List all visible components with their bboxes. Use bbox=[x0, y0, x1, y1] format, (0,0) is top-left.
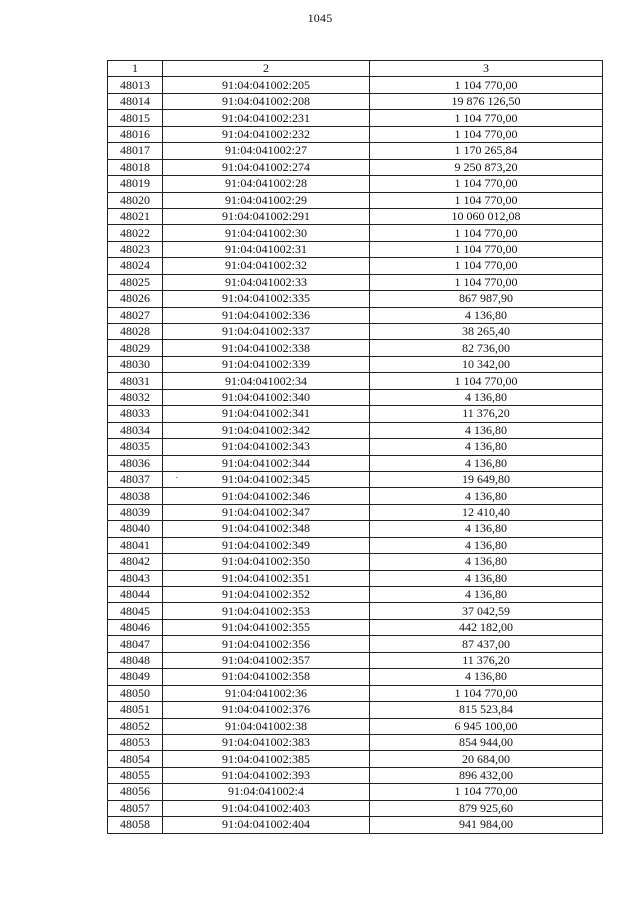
row-number-cell: 48048 bbox=[108, 652, 163, 668]
cadastral-number-cell: 91:04:041002:339 bbox=[163, 356, 370, 372]
row-number-cell: 48053 bbox=[108, 734, 163, 750]
cadastral-number-cell: 91:04:041002:352 bbox=[163, 587, 370, 603]
table-row bbox=[108, 587, 603, 603]
cadastral-number-cell: 91:04:041002:27 bbox=[163, 143, 370, 159]
table-row bbox=[108, 685, 603, 701]
cadastral-number-cell: 91:04:041002:404 bbox=[163, 817, 370, 833]
table-row bbox=[108, 652, 603, 668]
value-cell: 1 104 770,00 bbox=[370, 192, 603, 208]
cadastral-number-cell: 91:04:041002:403 bbox=[163, 800, 370, 816]
value-cell: 879 925,60 bbox=[370, 800, 603, 816]
row-number-cell: 48040 bbox=[108, 521, 163, 537]
header-row bbox=[108, 61, 603, 77]
table-row bbox=[108, 521, 603, 537]
value-cell: 87 437,00 bbox=[370, 636, 603, 652]
table-row bbox=[108, 307, 603, 323]
value-cell: 19 649,80 bbox=[370, 471, 603, 487]
value-cell: 1 104 770,00 bbox=[370, 77, 603, 93]
value-cell: 37 042,59 bbox=[370, 603, 603, 619]
row-number-cell: 48036 bbox=[108, 455, 163, 471]
value-cell: 1 104 770,00 bbox=[370, 241, 603, 257]
row-number-cell: 48033 bbox=[108, 406, 163, 422]
table-row bbox=[108, 422, 603, 438]
value-cell: 4 136,80 bbox=[370, 488, 603, 504]
row-number-cell: 48034 bbox=[108, 422, 163, 438]
row-number-cell: 48026 bbox=[108, 291, 163, 307]
cadastral-number-cell: 91:04:041002:356 bbox=[163, 636, 370, 652]
cadastral-number-cell: 91:04:041002:335 bbox=[163, 291, 370, 307]
row-number-cell: 48023 bbox=[108, 241, 163, 257]
value-cell: 1 104 770,00 bbox=[370, 373, 603, 389]
value-cell: 11 376,20 bbox=[370, 652, 603, 668]
row-number-cell: 48038 bbox=[108, 488, 163, 504]
row-number-cell: 48025 bbox=[108, 274, 163, 290]
table-row bbox=[108, 77, 603, 93]
row-number-cell: 48017 bbox=[108, 143, 163, 159]
value-cell: 19 876 126,50 bbox=[370, 93, 603, 109]
row-number-cell: 48054 bbox=[108, 751, 163, 767]
table-row bbox=[108, 767, 603, 783]
table-row bbox=[108, 159, 603, 175]
cadastral-number-cell: 91:04:041002:36 bbox=[163, 685, 370, 701]
value-cell: 82 736,00 bbox=[370, 340, 603, 356]
table-row bbox=[108, 439, 603, 455]
row-number-cell: 48015 bbox=[108, 110, 163, 126]
cadastral-number-cell: 91:04:041002:30 bbox=[163, 225, 370, 241]
row-number-cell: 48039 bbox=[108, 504, 163, 520]
cadastral-number-cell: 91:04:041002:349 bbox=[163, 537, 370, 553]
cadastral-number-cell: 91:04:041002:383 bbox=[163, 734, 370, 750]
row-number-cell: 48051 bbox=[108, 702, 163, 718]
row-number-cell: 48041 bbox=[108, 537, 163, 553]
cadastral-number-cell: 91:04:041002:350 bbox=[163, 554, 370, 570]
cadastral-number-cell: 91:04:041002:38 bbox=[163, 718, 370, 734]
table-row bbox=[108, 471, 603, 487]
value-cell: 815 523,84 bbox=[370, 702, 603, 718]
row-number-cell: 48027 bbox=[108, 307, 163, 323]
cadastral-number-cell: 91:04:041002:337 bbox=[163, 324, 370, 340]
page-number: 1045 bbox=[307, 11, 333, 25]
row-number-cell: 48042 bbox=[108, 554, 163, 570]
cadastral-number-cell: 91:04:041002:344 bbox=[163, 455, 370, 471]
cadastral-number-cell: 91:04:041002:32 bbox=[163, 258, 370, 274]
cadastral-number-cell: 91:04:041002:355 bbox=[163, 619, 370, 635]
table-row bbox=[108, 619, 603, 635]
table-row bbox=[108, 208, 603, 224]
value-cell: 941 984,00 bbox=[370, 817, 603, 833]
cadastral-number-cell: 91:04:041002:345 bbox=[163, 471, 370, 487]
table-row bbox=[108, 258, 603, 274]
value-cell: 1 104 770,00 bbox=[370, 225, 603, 241]
row-number-cell: 48052 bbox=[108, 718, 163, 734]
table-row bbox=[108, 225, 603, 241]
row-number-cell: 48035 bbox=[108, 439, 163, 455]
row-number-cell: 48013 bbox=[108, 77, 163, 93]
value-cell: 12 410,40 bbox=[370, 504, 603, 520]
cadastral-number-cell: 91:04:041002:393 bbox=[163, 767, 370, 783]
table-body bbox=[108, 77, 603, 833]
row-number-cell: 48028 bbox=[108, 324, 163, 340]
row-number-cell: 48024 bbox=[108, 258, 163, 274]
row-number-cell: 48014 bbox=[108, 93, 163, 109]
table-row bbox=[108, 324, 603, 340]
table-header bbox=[108, 61, 603, 77]
cadastral-number-cell: 91:04:041002:342 bbox=[163, 422, 370, 438]
value-cell: 1 104 770,00 bbox=[370, 784, 603, 800]
table-row bbox=[108, 669, 603, 685]
cadastral-number-cell: 91:04:041002:358 bbox=[163, 669, 370, 685]
value-cell: 4 136,80 bbox=[370, 455, 603, 471]
row-number-cell: 48046 bbox=[108, 619, 163, 635]
value-cell: 4 136,80 bbox=[370, 422, 603, 438]
table-row bbox=[108, 603, 603, 619]
row-number-cell: 48016 bbox=[108, 126, 163, 142]
table-row bbox=[108, 718, 603, 734]
row-number-cell: 48019 bbox=[108, 176, 163, 192]
table-row bbox=[108, 406, 603, 422]
value-cell: 10 060 012,08 bbox=[370, 208, 603, 224]
column-header-3: 3 bbox=[370, 61, 603, 77]
table-row bbox=[108, 751, 603, 767]
value-cell: 4 136,80 bbox=[370, 587, 603, 603]
value-cell: 4 136,80 bbox=[370, 537, 603, 553]
cadastral-number-cell: 91:04:041002:341 bbox=[163, 406, 370, 422]
row-number-cell: 48032 bbox=[108, 389, 163, 405]
value-cell: 4 136,80 bbox=[370, 439, 603, 455]
table-row bbox=[108, 192, 603, 208]
row-number-cell: 48018 bbox=[108, 159, 163, 175]
row-number-cell: 48044 bbox=[108, 587, 163, 603]
row-number-cell: 48050 bbox=[108, 685, 163, 701]
cadastral-number-cell: 91:04:041002:336 bbox=[163, 307, 370, 323]
value-cell: 10 342,00 bbox=[370, 356, 603, 372]
cadastral-number-cell: 91:04:041002:376 bbox=[163, 702, 370, 718]
cadastral-number-cell: 91:04:041002:346 bbox=[163, 488, 370, 504]
data-table bbox=[107, 60, 603, 834]
table-row bbox=[108, 389, 603, 405]
cadastral-number-cell: 91:04:041002:340 bbox=[163, 389, 370, 405]
row-number-cell: 48047 bbox=[108, 636, 163, 652]
value-cell: 896 432,00 bbox=[370, 767, 603, 783]
row-number-cell: 48045 bbox=[108, 603, 163, 619]
row-number-cell: 48043 bbox=[108, 570, 163, 586]
value-cell: 1 104 770,00 bbox=[370, 126, 603, 142]
table-row bbox=[108, 340, 603, 356]
value-cell: 38 265,40 bbox=[370, 324, 603, 340]
cadastral-number-cell: 91:04:041002:343 bbox=[163, 439, 370, 455]
table-row bbox=[108, 734, 603, 750]
row-number-cell: 48031 bbox=[108, 373, 163, 389]
table-row bbox=[108, 176, 603, 192]
table-row bbox=[108, 488, 603, 504]
table-row bbox=[108, 241, 603, 257]
cadastral-number-cell: 91:04:041002:291 bbox=[163, 208, 370, 224]
row-number-cell: 48020 bbox=[108, 192, 163, 208]
row-number-cell: 48029 bbox=[108, 340, 163, 356]
table-row bbox=[108, 784, 603, 800]
cadastral-number-cell: 91:04:041002:357 bbox=[163, 652, 370, 668]
column-header-1: 1 bbox=[108, 61, 163, 77]
table-row bbox=[108, 455, 603, 471]
value-cell: 4 136,80 bbox=[370, 521, 603, 537]
value-cell: 11 376,20 bbox=[370, 406, 603, 422]
table-row bbox=[108, 554, 603, 570]
value-cell: 1 170 265,84 bbox=[370, 143, 603, 159]
table-row bbox=[108, 373, 603, 389]
cadastral-number-cell: 91:04:041002:33 bbox=[163, 274, 370, 290]
table-row bbox=[108, 93, 603, 109]
cadastral-number-cell: 91:04:041002:274 bbox=[163, 159, 370, 175]
row-number-cell: 48037 bbox=[108, 471, 163, 487]
cadastral-number-cell: 91:04:041002:28 bbox=[163, 176, 370, 192]
table-row bbox=[108, 110, 603, 126]
table-row bbox=[108, 126, 603, 142]
cadastral-number-cell: 91:04:041002:231 bbox=[163, 110, 370, 126]
table-row bbox=[108, 356, 603, 372]
value-cell: 20 684,00 bbox=[370, 751, 603, 767]
table-row bbox=[108, 817, 603, 833]
value-cell: 9 250 873,20 bbox=[370, 159, 603, 175]
value-cell: 442 182,00 bbox=[370, 619, 603, 635]
value-cell: 1 104 770,00 bbox=[370, 110, 603, 126]
cadastral-number-cell: 91:04:041002:338 bbox=[163, 340, 370, 356]
row-number-cell: 48055 bbox=[108, 767, 163, 783]
value-cell: 4 136,80 bbox=[370, 554, 603, 570]
value-cell: 1 104 770,00 bbox=[370, 176, 603, 192]
cadastral-number-cell: 91:04:041002:385 bbox=[163, 751, 370, 767]
cadastral-number-cell: 91:04:041002:208 bbox=[163, 93, 370, 109]
cadastral-number-cell: 91:04:041002:31 bbox=[163, 241, 370, 257]
cadastral-number-cell: 91:04:041002:351 bbox=[163, 570, 370, 586]
table-row bbox=[108, 537, 603, 553]
value-cell: 4 136,80 bbox=[370, 669, 603, 685]
table-row bbox=[108, 800, 603, 816]
table-row bbox=[108, 570, 603, 586]
cadastral-number-cell: 91:04:041002:232 bbox=[163, 126, 370, 142]
row-number-cell: 48049 bbox=[108, 669, 163, 685]
table-row bbox=[108, 504, 603, 520]
table-row bbox=[108, 702, 603, 718]
value-cell: 4 136,80 bbox=[370, 389, 603, 405]
row-number-cell: 48056 bbox=[108, 784, 163, 800]
cadastral-number-cell: 91:04:041002:29 bbox=[163, 192, 370, 208]
value-cell: 1 104 770,00 bbox=[370, 274, 603, 290]
column-header-2: 2 bbox=[163, 61, 370, 77]
scan-speck bbox=[176, 477, 178, 478]
cadastral-number-cell: 91:04:041002:353 bbox=[163, 603, 370, 619]
value-cell: 1 104 770,00 bbox=[370, 258, 603, 274]
row-number-cell: 48058 bbox=[108, 817, 163, 833]
value-cell: 4 136,80 bbox=[370, 307, 603, 323]
row-number-cell: 48030 bbox=[108, 356, 163, 372]
value-cell: 1 104 770,00 bbox=[370, 685, 603, 701]
value-cell: 6 945 100,00 bbox=[370, 718, 603, 734]
cadastral-number-cell: 91:04:041002:34 bbox=[163, 373, 370, 389]
value-cell: 4 136,80 bbox=[370, 570, 603, 586]
table-row bbox=[108, 636, 603, 652]
value-cell: 854 944,00 bbox=[370, 734, 603, 750]
row-number-cell: 48057 bbox=[108, 800, 163, 816]
value-cell: 867 987,90 bbox=[370, 291, 603, 307]
row-number-cell: 48021 bbox=[108, 208, 163, 224]
table-row bbox=[108, 274, 603, 290]
cadastral-number-cell: 91:04:041002:205 bbox=[163, 77, 370, 93]
cadastral-number-cell: 91:04:041002:348 bbox=[163, 521, 370, 537]
cadastral-number-cell: 91:04:041002:4 bbox=[163, 784, 370, 800]
row-number-cell: 48022 bbox=[108, 225, 163, 241]
cadastral-number-cell: 91:04:041002:347 bbox=[163, 504, 370, 520]
table-row bbox=[108, 143, 603, 159]
table-row bbox=[108, 291, 603, 307]
